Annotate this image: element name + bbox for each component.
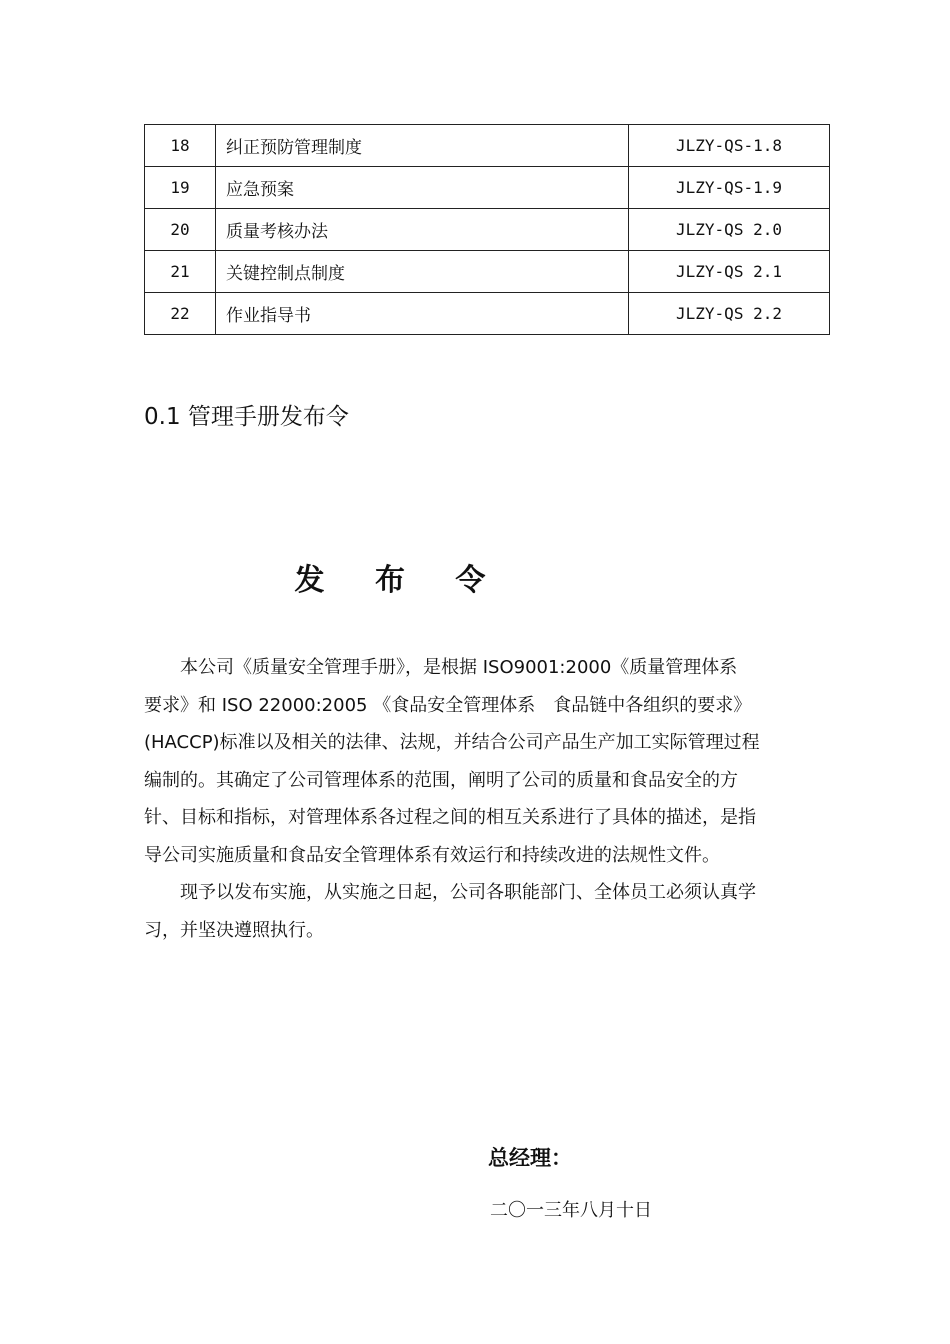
document-code: JLZY-QS 2.2 (629, 293, 830, 335)
paragraph: 现予以发布实施，从实施之日起，公司各职能部门、全体员工必须认真学习，并坚决遵照执行。 (144, 882, 756, 941)
sign-date: 二〇一三年八月十日 (490, 1200, 652, 1221)
table-row (145, 125, 830, 167)
page-title: 发 布 令 (294, 563, 506, 598)
section-heading: 0.1 管理手册发布令 (144, 404, 349, 430)
document-name: 质量考核办法 (216, 209, 629, 251)
table-row (145, 209, 830, 251)
signer-title: 总经理： (488, 1146, 572, 1170)
row-number: 18 (145, 125, 216, 167)
paragraph: 本公司《质量安全管理手册》，是根据 ISO9001:2000《质量管理体系 要求》和 ISO 22000:2005 《食品安全管理体系 食品链中各组织的要求》(HACCP)标准以及相关的法律、法规，并结合公司产品生产加工实际管理过程编制的。其确定了公司管理体系的范围，阐明了公司的质量和食品安全的方针、目标和指标，对管理体系各过程之间的相互关系进行了具体的描述，是指导公司实施质量和食品安全管理体系有效运行和持续改进的法规性文件。 (144, 657, 760, 866)
body-text (144, 649, 766, 949)
table-row (145, 293, 830, 335)
document-code: JLZY-QS 2.1 (629, 251, 830, 293)
document-name: 纠正预防管理制度 (216, 125, 629, 167)
row-number: 22 (145, 293, 216, 335)
row-number: 21 (145, 251, 216, 293)
document-list-table (144, 124, 830, 335)
row-number: 19 (145, 167, 216, 209)
row-number: 20 (145, 209, 216, 251)
document-name: 应急预案 (216, 167, 629, 209)
document-code: JLZY-QS-1.8 (629, 125, 830, 167)
document-code: JLZY-QS 2.0 (629, 209, 830, 251)
document-name: 关键控制点制度 (216, 251, 629, 293)
table-row (145, 167, 830, 209)
document-code: JLZY-QS-1.9 (629, 167, 830, 209)
table-row (145, 251, 830, 293)
document-name: 作业指导书 (216, 293, 629, 335)
